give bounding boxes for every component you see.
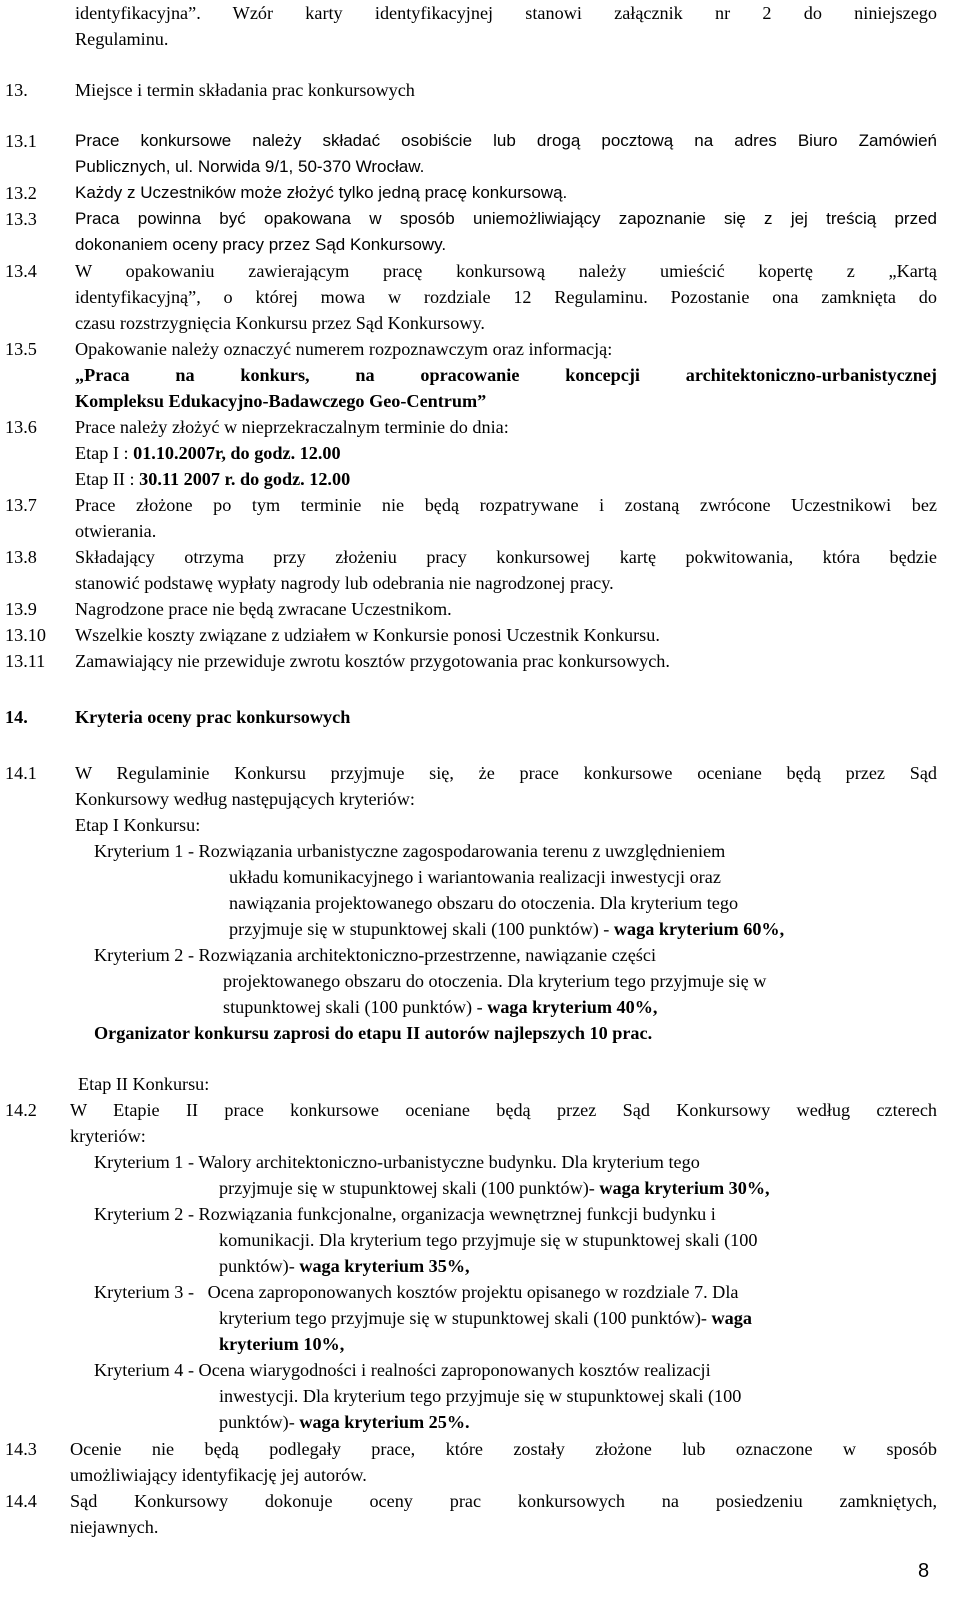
paragraph-continuation: Regulaminu. (75, 29, 169, 49)
criterion-3-stage-2: Kryterium 3 - Ocena zaproponowanych kosztów projektu opisanego w rozdziale 7. Dla (94, 1282, 739, 1302)
clause-text: W Regulaminie Konkursu przyjmuje się, że prace konkursowe oceniane będą przez Sąd (75, 763, 937, 783)
clause-number: 13.10 (5, 625, 46, 645)
criterion-weight-line: stupunktowej skali (100 punktów) - waga kryterium 40%, (223, 997, 658, 1017)
clause-number: 13.7 (5, 495, 37, 515)
criterion-text: nawiązania projektowanego obszaru do otoczenia. Dla kryterium tego (229, 893, 739, 913)
clause-text: Wszelkie koszty związane z udziałem w Konkursie ponosi Uczestnik Konkursu. (75, 625, 660, 645)
clause-number: 13.6 (5, 417, 37, 437)
clause-text: W Etapie II prace konkursowe oceniane będą przez Sąd Konkursowy według czterech (70, 1100, 937, 1120)
clause-number: 13.3 (5, 209, 37, 229)
clause-text: Nagrodzone prace nie będą zwracane Uczestnikom. (75, 599, 452, 619)
clause-number: 13.11 (5, 651, 46, 671)
criterion-weight-line: kryterium tego przyjmuje się w stupunktowej skali (100 punktów)- waga (219, 1308, 752, 1328)
criterion-1-stage-1: Kryterium 1 - Rozwiązania urbanistyczne zagospodarowania terenu z uwzględnieniem (94, 841, 726, 861)
competition-title: „Praca na konkurs, na opracowanie koncepcji architektoniczno-urbanistycznej (75, 365, 937, 385)
clause-number: 13.4 (5, 261, 37, 281)
clause-text: umożliwiający identyfikację jej autorów. (70, 1465, 367, 1485)
organizer-note: Organizator konkursu zaprosi do etapu II autorów najlepszych 10 prac. (94, 1023, 653, 1043)
section-number: 14. (5, 707, 28, 727)
criterion-weight-line: punktów)- waga kryterium 35%, (219, 1256, 470, 1276)
competition-title: Kompleksu Edukacyjno-Badawczego Geo-Centrum” (75, 391, 487, 411)
clause-number: 13.9 (5, 599, 37, 619)
criterion-text: komunikacji. Dla kryterium tego przyjmuje się w stupunktowej skali (100 (219, 1230, 758, 1250)
clause-number: 14.4 (5, 1491, 37, 1511)
clause-text: identyfikacyjną”, o której mowa w rozdziale 12 Regulaminu. Pozostanie ona zamknięta do (75, 287, 937, 307)
criterion-4-stage-2: Kryterium 4 - Ocena wiarygodności i realności zaproponowanych kosztów realizacji (94, 1360, 711, 1380)
clause-text: Konkursowy według następujących kryteriów: (75, 789, 415, 809)
clause-number: 14.1 (5, 763, 37, 783)
deadline-stage-2: Etap II : 30.11 2007 r. do godz. 12.00 (75, 469, 351, 489)
clause-number: 14.2 (5, 1100, 37, 1120)
section-heading: Miejsce i termin składania prac konkursowych (75, 80, 415, 100)
clause-text: Zamawiający nie przewiduje zwrotu kosztów przygotowania prac konkursowych. (75, 651, 670, 671)
clause-text: Sąd Konkursowy dokonuje oceny prac konkursowych na posiedzeniu zamkniętych, (70, 1491, 937, 1511)
clause-number: 13.5 (5, 339, 37, 359)
clause-text: stanowić podstawę wypłaty nagrody lub odebrania nie nagrodzonej pracy. (75, 573, 614, 593)
criterion-weight-line: punktów)- waga kryterium 25%. (219, 1412, 470, 1432)
criterion-weight: kryterium 10%, (219, 1334, 345, 1354)
clause-number: 14.3 (5, 1439, 37, 1459)
criterion-weight-line: przyjmuje się w stupunktowej skali (100 punktów)- waga kryterium 30%, (219, 1178, 770, 1198)
criterion-text: inwestycji. Dla kryterium tego przyjmuje się w stupunktowej skali (100 (219, 1386, 742, 1406)
clause-number: 13.2 (5, 183, 37, 203)
clause-text: Praca powinna być opakowana w sposób uniemożliwiający zapoznanie się z jej treścią przed (75, 209, 937, 228)
criterion-2-stage-1: Kryterium 2 - Rozwiązania architektoniczno-przestrzenne, nawiązanie części (94, 945, 657, 965)
clause-text: niejawnych. (70, 1517, 159, 1537)
paragraph-continuation: identyfikacyjna”. Wzór karty identyfikacyjnej stanowi załącznik nr 2 do niniejszego (75, 3, 937, 23)
clause-number: 13.1 (5, 131, 37, 151)
clause-text: czasu rozstrzygnięcia Konkursu przez Sąd Konkursowy. (75, 313, 485, 333)
deadline-stage-1: Etap I : 01.10.2007r, do godz. 12.00 (75, 443, 341, 463)
clause-text: Składający otrzyma przy złożeniu pracy konkursowej kartę pokwitowania, która będzie (75, 547, 937, 567)
clause-text: kryteriów: (70, 1126, 146, 1146)
clause-text: Prace złożone po tym terminie nie będą rozpatrywane i zostaną zwrócone Uczestnikowi bez (75, 495, 937, 515)
criterion-weight-line: przyjmuje się w stupunktowej skali (100 punktów) - waga kryterium 60%, (229, 919, 785, 939)
stage-label: Etap I Konkursu: (75, 815, 201, 835)
clause-text: Opakowanie należy oznaczyć numerem rozpoznawczym oraz informacją: (75, 339, 613, 359)
clause-text: otwierania. (75, 521, 157, 541)
stage-label: Etap II Konkursu: (78, 1074, 210, 1094)
section-number: 13. (5, 80, 28, 100)
criterion-text: układu komunikacyjnego i wariantowania realizacji inwestycji oraz (229, 867, 721, 887)
criterion-2-stage-2: Kryterium 2 - Rozwiązania funkcjonalne, organizacja wewnętrznej funkcji budynku i (94, 1204, 716, 1224)
criterion-text: projektowanego obszaru do otoczenia. Dla kryterium tego przyjmuje się w (223, 971, 767, 991)
clause-number: 13.8 (5, 547, 37, 567)
clause-text: Publicznych, ul. Norwida 9/1, 50-370 Wrocław. (75, 157, 425, 176)
section-heading: Kryteria oceny prac konkursowych (75, 707, 351, 727)
criterion-1-stage-2: Kryterium 1 - Walory architektoniczno-urbanistyczne budynku. Dla kryterium tego (94, 1152, 700, 1172)
clause-text: Prace należy złożyć w nieprzekraczalnym terminie do dnia: (75, 417, 509, 437)
clause-text: W opakowaniu zawierającym pracę konkursową należy umieścić kopertę z „Kartą (75, 261, 937, 281)
page-number: 8 (918, 1560, 930, 1582)
clause-text: dokonaniem oceny pracy przez Sąd Konkursowy. (75, 235, 447, 254)
clause-text: Prace konkursowe należy składać osobiście lub drogą pocztową na adres Biuro Zamówień (75, 131, 937, 150)
clause-text: Każdy z Uczestników może złożyć tylko jedną pracę konkursową. (75, 183, 568, 202)
clause-text: Ocenie nie będą podlegały prace, które zostały złożone lub oznaczone w sposób (70, 1439, 937, 1459)
